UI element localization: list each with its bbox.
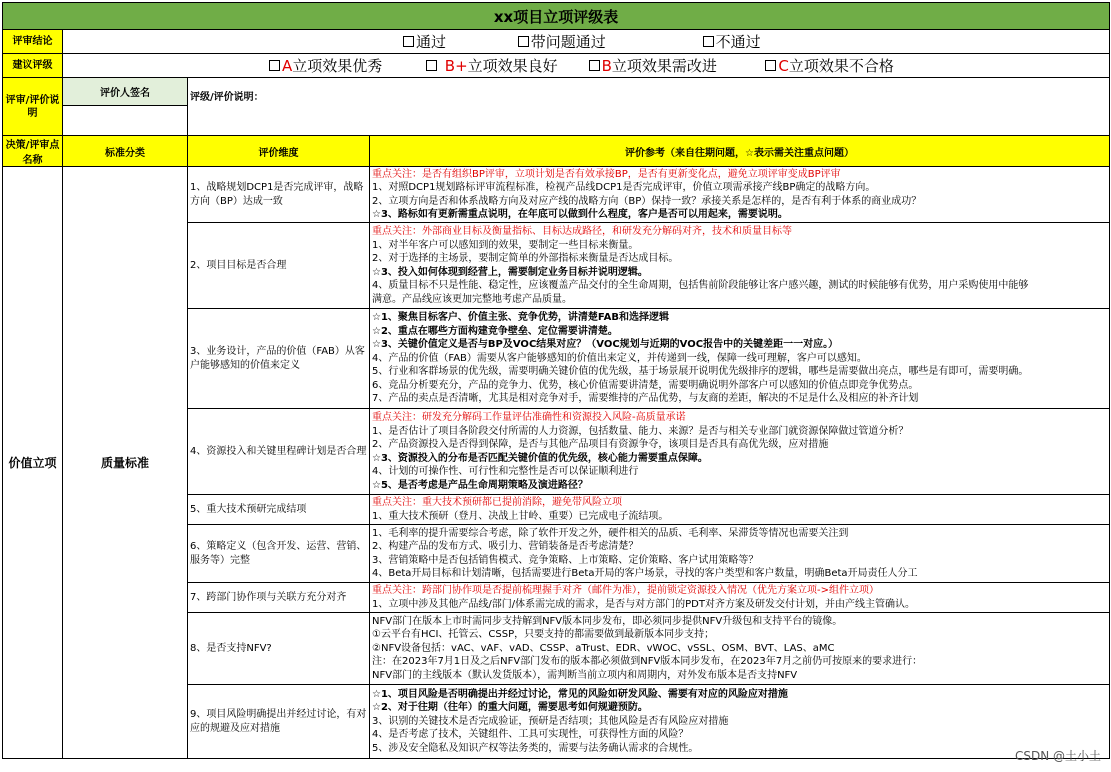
reference-line: 7、产品的卖点是否清晰，尤其是相对竞争对手，需要维持的产品优势，与友商的差距，解决的不足是什么及相应的补齐计划 [372,393,919,405]
reference-line: 注：在2023年7月1日及之后NFV部门发布的版本都必须做到NFV版本同步发布，在2023年7月之前仍可按原来的要求进行： [372,656,923,668]
review-conclusion-row [3,30,1110,54]
reference-cell [370,309,1110,409]
reference-line: ②NFV设备包括：vAC、vAF、vAD、CSSP、aTrust、EDR、vWOC、vSSL、OSM、BVT、LAS、aMC [372,642,835,654]
option-grade-a[interactable]: A立项效果优秀 [269,55,421,76]
reference-line: 3、识别的关键技术是否完成验证，预研是否结项；其他风险是否有风险应对措施 [372,715,729,727]
reference-line: 5、行业和客群场景的优先级，需要明确关键价值的优先级，基于场景展开说明优先级排序的逻辑，哪些是需要做出亮点，哪些是有即可，需要明确。 [372,366,1029,378]
header-decision-point: 决策/评审点名称 [3,136,63,167]
dimension-cell: 8、是否支持NFV? [188,613,370,685]
reference-line: 重点关注：跨部门协作项是否提前梳理握手对齐（邮件为准），提前锁定资源投入情况（优先方案立项->组件立项） [372,585,879,596]
checkbox-icon[interactable] [518,36,529,47]
decision-point-cell: 价值立项 [3,167,63,759]
watermark: CSDN @土小土 [1014,749,1101,763]
checkbox-icon[interactable] [269,60,280,71]
header-reference: 评价参考（来自往期问题，☆表示需关注重点问题） [370,136,1110,167]
reference-line: 1、是否估计了项目各阶段交付所需的人力资源，包括数量、能力、来源？是否与相关专业部门就资源保障做过管道分析？ [372,425,909,437]
reference-line: 4、质量目标不只是性能、稳定性，应该覆盖产品交付的全生命周期，包括售前阶段能够让客户感兴趣，测试的时候能够有优势，用户采购使用中能够 [372,280,1029,291]
reference-cell [370,583,1110,613]
review-conclusion-label: 评审结论 [3,30,63,54]
column-header-row [3,136,1110,167]
reference-line: 重点关注：是否有组织BP评审，立项计划是否有效承接BP，是否有更新变化点，避免立项评审变成BP评审 [372,168,841,180]
option-fail[interactable]: 不通过 [703,31,761,52]
reference-line: 4、产品的价值（FAB）需要从客户能够感知的价值出来定义，并传递到一线，保障一线可理解，客户可以感知。 [372,352,867,364]
header-standard-category: 标准分类 [63,136,188,167]
reference-line: ☆1、聚焦目标客户、价值主张、竞争优势，讲清楚FAB和选择逻辑 [372,312,669,324]
reference-line: 2、立项方向是否和体系战略方向及对应产线的战略方向（BP）保持一致？承接关系是怎样的，是否有利于体系的商业成功？ [372,195,922,207]
checkbox-icon[interactable] [765,60,776,71]
reference-line: 5、涉及安全隐私及知识产权等法务类的，需要与法务确认需求的合规性。 [372,742,699,754]
option-pass[interactable]: 通过 [403,31,513,52]
rating-options [63,54,1110,78]
reference-line: ☆3、投入如何体现到经营上，需要制定业务目标并说明逻辑。 [372,266,648,278]
reference-line: ☆3、资源投入的分布是否匹配关键价值的优先级，核心能力需要重点保障。 [372,452,708,464]
reference-cell [370,409,1110,495]
evaluation-table [2,2,1110,759]
reference-cell [370,525,1110,583]
reference-line: 4、计划的可操作性、可行性和完整性是否可以保证顺利进行 [372,466,639,477]
reference-cell [370,613,1110,685]
reference-line: ☆2、重点在哪些方面构建竞争壁垒、定位需要讲清楚。 [372,325,618,337]
reference-line: 1、立项中涉及其他产品线/部门/体系需完成的需求，是否与对方部门的PDT对齐方案及研发交付计划，并由产线主管确认。 [372,598,915,610]
reference-line: 3、营销策略中是否包括销售模式、竞争策略、上市策略、定价策略、客户试用策略等？ [372,554,759,566]
dimension-cell: 4、资源投入和关键里程碑计划是否合理 [188,409,370,495]
reference-line: ☆1、项目风险是否明确提出并经过讨论，常见的风险如研发风险、需要有对应的风险应对措施 [372,688,788,700]
checkbox-icon[interactable] [589,60,600,71]
rating-label: 建议评级 [3,54,63,78]
dimension-cell: 3、业务设计，产品的价值（FAB）从客户能够感知的价值来定义 [188,309,370,409]
option-grade-b[interactable]: B立项效果需改进 [589,55,761,76]
reference-cell [370,167,1110,223]
table-row [3,167,1110,223]
dimension-cell: 7、跨部门协作项与关联方充分对齐 [188,583,370,613]
reference-cell [370,223,1110,309]
reference-line: 满意。产品线应该更加完整地考虑产品质量。 [372,293,572,305]
review-conclusion-options [63,30,1110,54]
reference-line: 重点关注：外部商业目标及衡量指标、目标达成路径，和研发充分解码对齐，技术和质量目标等 [372,226,792,237]
reference-line: 重点关注：研发充分解码工作量评估准确性和资源投入风险-高质量承诺 [372,412,686,423]
reference-cell [370,685,1110,759]
review-comment-row [3,78,1110,106]
reference-line: ☆5、是否考虑是产品生命周期策略及演进路径？ [372,479,588,491]
reference-line: 1、对照DCP1规划路标评审流程标准，检视产品线DCP1是否完成评审，价值立项需承接产线BP确定的战略方向。 [372,182,876,193]
reference-line: ①云平台有HCI、托管云、CSSP，只要支持的都需要做到最新版本同步支持； [372,629,715,641]
reference-line: 4、是否考虑了技术，关键组件、工具可实现性，可获得性方面的风险？ [372,729,689,741]
dimension-cell: 2、项目目标是否合理 [188,223,370,309]
reference-line: 2、构建产品的发布方式、吸引力、营销装备是否考虑清楚？ [372,541,639,552]
title-row [3,3,1110,30]
reference-line: 1、对半年客户可以感知到的效果，要制定一些目标来衡量。 [372,239,639,251]
reference-line: 6、竞品分析要充分，产品的竞争力、优势，核心价值需要讲清楚，需要明确说明外部客户可以感知的价值点即竞争优势点。 [372,379,919,391]
signer-field[interactable] [63,106,188,136]
standard-category-cell: 质量标准 [63,167,188,759]
review-comment-label: 评审/评价说明 [3,78,63,136]
reference-line: 1、重大技术预研（登月、决战上甘岭、重要）已完成电子流结项。 [372,510,669,522]
dimension-cell: 1、战略规划DCP1是否完成评审，战略方向（BP）达成一致 [188,167,370,223]
reference-line: NFV部门在版本上市时需同步支持解到NFV版本同步发布，即必须同步提供NFV升级包和支持平台的镜像。 [372,615,843,627]
signer-label: 评价人签名 [63,78,188,106]
reference-cell [370,495,1110,525]
reference-line: 重点关注：重大技术预研都已提前消除，避免带风险立项 [372,497,622,508]
checkbox-icon[interactable] [403,36,414,47]
reference-line: 2、产品资源投入是否得到保障，是否与其他产品项目有资源争夺，该项目是否具有高优先级，应对措施 [372,439,829,450]
option-pass-with-issues[interactable]: 带问题通过 [518,31,698,52]
reference-line: NFV部门的主线版本（默认发货版本），需判断当前立项内和周期内，对外发布版本是否支持NFV [372,669,798,681]
reference-line: ☆3、路标如有更新需重点说明，在年底可以做到什么程度，客户是否可以用起来，需要说明。 [372,209,788,220]
dimension-cell: 9、项目风险明确提出并经过讨论，有对应的规避及应对措施 [188,685,370,759]
checkbox-icon[interactable] [426,60,437,71]
reference-line: 4、Beta开局目标和计划清晰，包括需要进行Beta开局的客户场景，寻找的客户类型和客户数量，明确Beta开局责任人分工 [372,568,918,579]
review-comment-field[interactable] [188,78,1110,136]
review-comment-prompt: 评级/评价说明： [190,92,264,103]
checkbox-icon[interactable] [703,36,714,47]
reference-line: 1、毛利率的提升需要综合考虑，除了软件开发之外，硬件相关的品质、毛利率、呆滞货等情况也需要关注到 [372,527,849,539]
reference-line: ☆2、对于往期（往年）的重大问题，需要思考如何规避预防。 [372,702,648,714]
dimension-cell: 5、重大技术预研完成结项 [188,495,370,525]
option-grade-c[interactable]: C立项效果不合格 [765,55,894,76]
dimension-cell: 6、策略定义（包含开发、运营、营销、服务等）完整 [188,525,370,583]
header-dimension: 评价维度 [188,136,370,167]
reference-line: ☆3、关键价值定义是否与BP及VOC结果对应？（VOC规划与近期的VOC报告中的关键差距一一对应。） [372,339,839,351]
page-title: xx项目立项评级表 [3,3,1110,30]
option-grade-b-plus[interactable]: B+立项效果良好 [426,55,584,76]
reference-line: 2、对于选择的主场景，要制定简单的外部指标来衡量是否达成目标。 [372,253,679,264]
rating-row [3,54,1110,78]
